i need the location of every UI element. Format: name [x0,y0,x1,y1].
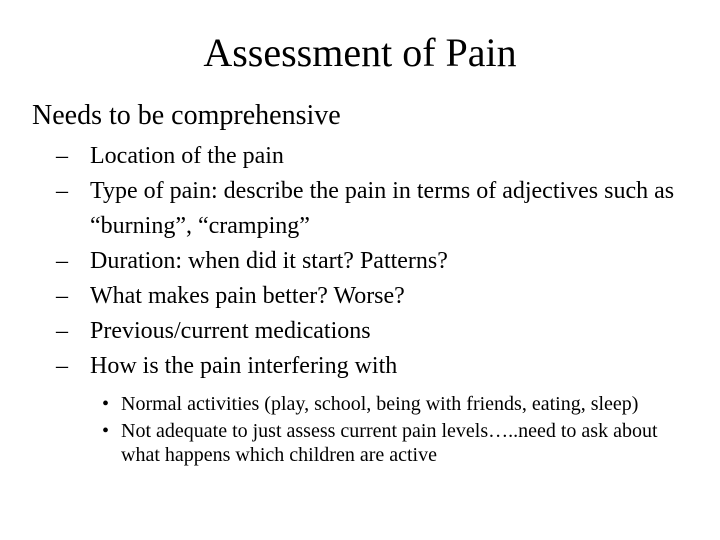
dash-marker: – [56,353,68,379]
sub-point-text: Previous/current medications [90,318,371,344]
sub-point-list [56,139,716,384]
slide-title: Assessment of Pain [203,30,517,75]
bullet-marker: • [102,420,110,442]
interference-point-text: Not adequate to just assess current pain levels…..need to ask about what happens which children are active [121,420,658,466]
interference-list [102,392,702,470]
dash-marker: – [56,318,68,344]
sub-point-type [56,174,716,244]
dash-marker: – [56,143,68,169]
main-point: Needs to be comprehensive [32,100,341,131]
sub-point-text: Location of the pain [90,143,284,169]
sub-point-better-worse [56,279,716,314]
bullet-marker: • [102,393,110,415]
sub-point-interfering [56,349,716,384]
interference-point-text: Normal activities (play, school, being with friends, eating, sleep) [121,393,639,415]
sub-point-duration [56,244,716,279]
interference-point-adequacy [102,419,702,467]
sub-point-text: Type of pain: describe the pain in terms of adjectives such as “burning”, “cramping” [90,178,675,239]
interference-point-activities [102,392,702,416]
sub-point-text: How is the pain interfering with [90,353,398,379]
sub-point-text: Duration: when did it start? Patterns? [90,248,448,274]
sub-point-text: What makes pain better? Worse? [90,283,405,309]
sub-point-medications [56,314,716,349]
dash-marker: – [56,283,68,309]
dash-marker: – [56,178,68,204]
sub-point-location [56,139,716,174]
dash-marker: – [56,248,68,274]
